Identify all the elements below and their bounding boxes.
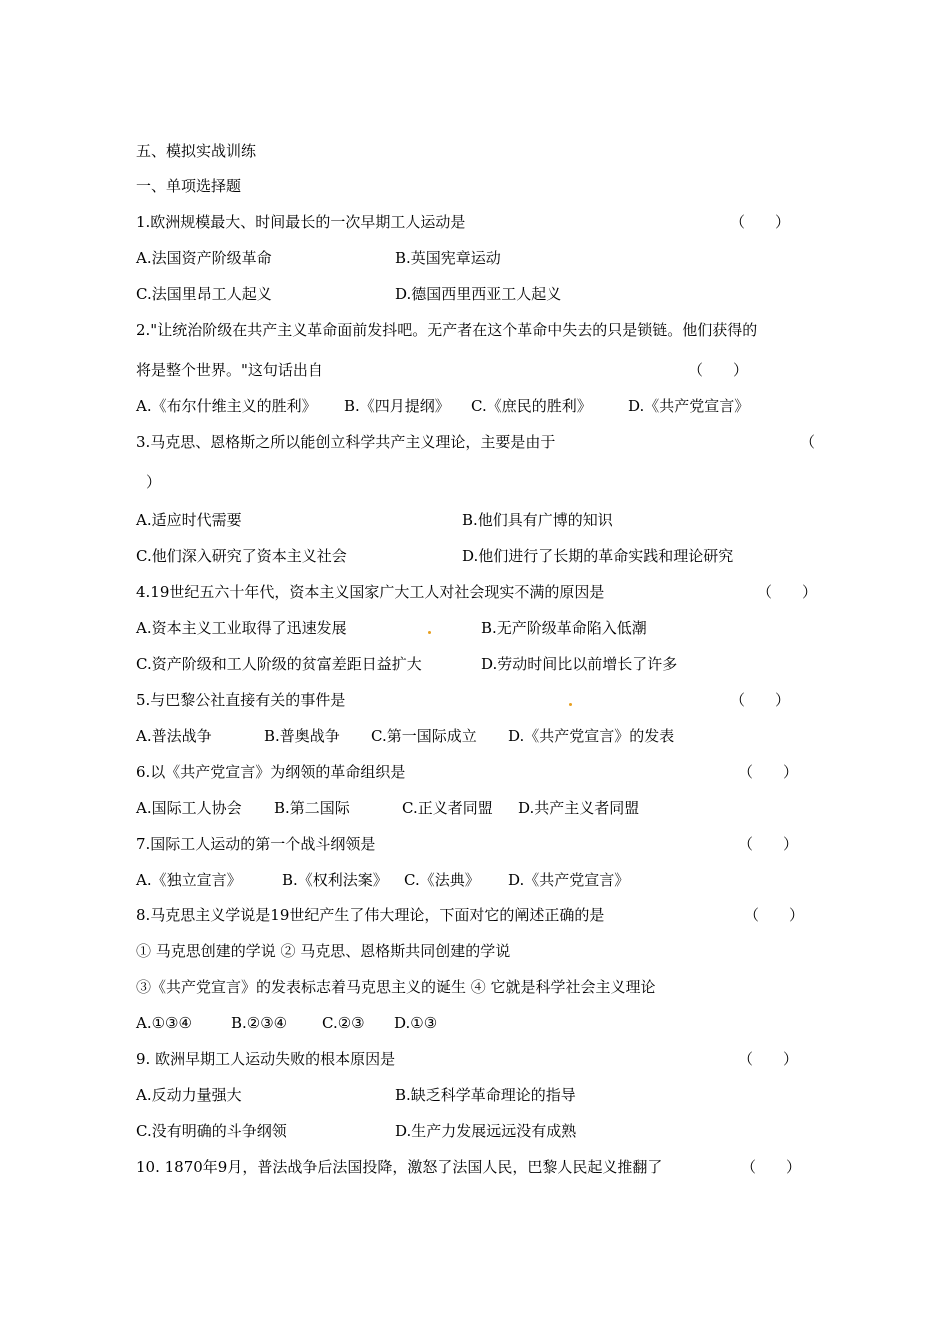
question-8-option-a: A.①③④ (136, 1014, 192, 1032)
question-8-option-c: C.②③ (322, 1014, 365, 1032)
question-1-bracket: （ ） (730, 213, 791, 231)
question-5-option-d: D.《共产党宣言》的发表 (508, 727, 675, 745)
question-2-stem-line1: 2."让统治阶级在共产主义革命面前发抖吧。无产者在这个革命中失去的只是锁链。他们获得的 (136, 321, 758, 339)
decorative-dot (428, 631, 431, 634)
decorative-dot (569, 703, 572, 706)
question-1-option-b: B.英国宪章运动 (395, 249, 501, 267)
question-5-stem: 5.与巴黎公社直接有关的事件是 (136, 691, 346, 709)
question-9-option-d: D.生产力发展远远没有成熟 (395, 1122, 577, 1140)
question-8-bracket: （ ） (744, 906, 805, 924)
question-8-statement-line2: ③《共产党宣言》的发表标志着马克思主义的诞生 ④ 它就是科学社会主义理论 (136, 978, 656, 996)
question-1-option-d: D.德国西里西亚工人起义 (395, 285, 562, 303)
question-1-option-c: C.法国里昂工人起义 (136, 285, 272, 303)
question-3-option-a: A.适应时代需要 (136, 511, 242, 529)
question-7-option-d: D.《共产党宣言》 (508, 871, 630, 889)
section-title: 五、模拟实战训练 (136, 142, 257, 160)
question-5-option-b: B.普奥战争 (264, 727, 340, 745)
question-9-option-a: A.反动力量强大 (136, 1086, 242, 1104)
question-3-bracket-open: （ (800, 433, 816, 451)
question-2-bracket: （ ） (688, 361, 749, 379)
question-2-option-d: D.《共产党宣言》 (628, 397, 750, 415)
question-5-option-c: C.第一国际成立 (371, 727, 477, 745)
question-5-option-a: A.普法战争 (136, 727, 212, 745)
question-4-bracket: （ ） (757, 583, 818, 601)
question-7-bracket: （ ） (738, 835, 799, 853)
question-8-option-d: D.①③ (394, 1014, 438, 1032)
question-3-option-c: C.他们深入研究了资本主义社会 (136, 547, 347, 565)
question-4-option-a: A.资本主义工业取得了迅速发展 (136, 619, 347, 637)
question-2-option-c: C.《庶民的胜利》 (471, 397, 592, 415)
question-6-option-c: C.正义者同盟 (402, 799, 493, 817)
question-3-option-d: D.他们进行了长期的革命实践和理论研究 (462, 547, 734, 565)
question-6-option-a: A.国际工人协会 (136, 799, 242, 817)
question-5-bracket: （ ） (730, 691, 791, 709)
question-2-option-b: B.《四月提纲》 (344, 397, 450, 415)
question-7-option-b: B.《权利法案》 (282, 871, 388, 889)
question-6-bracket: （ ） (738, 763, 799, 781)
question-4-option-c: C.资产阶级和工人阶级的贫富差距日益扩大 (136, 655, 422, 673)
question-3-option-b: B.他们具有广博的知识 (462, 511, 613, 529)
question-7-option-a: A.《独立宣言》 (136, 871, 242, 889)
question-9-bracket: （ ） (738, 1050, 799, 1068)
question-4-option-d: D.劳动时间比以前增长了许多 (481, 655, 678, 673)
question-4-stem: 4.19世纪五六十年代，资本主义国家广大工人对社会现实不满的原因是 (136, 583, 605, 601)
question-3-bracket-close: ） (146, 473, 162, 491)
question-3-stem: 3.马克思、恩格斯之所以能创立科学共产主义理论，主要是由于 (136, 433, 556, 451)
question-6-option-d: D.共产主义者同盟 (518, 799, 640, 817)
question-6-option-b: B.第二国际 (274, 799, 350, 817)
question-8-option-b: B.②③④ (231, 1014, 288, 1032)
question-9-option-c: C.没有明确的斗争纲领 (136, 1122, 287, 1140)
question-9-option-b: B.缺乏科学革命理论的指导 (395, 1086, 576, 1104)
question-4-option-b: B.无产阶级革命陷入低潮 (481, 619, 647, 637)
question-1-stem: 1.欧洲规模最大、时间最长的一次早期工人运动是 (136, 213, 466, 231)
question-10-bracket: （ ） (741, 1158, 802, 1176)
question-9-stem: 9. 欧洲早期工人运动失败的根本原因是 (136, 1050, 396, 1068)
subsection-title: 一、单项选择题 (136, 177, 242, 195)
question-10-stem: 10. 1870年9月，普法战争后法国投降，激怒了法国人民，巴黎人民起义推翻了 (136, 1158, 663, 1176)
question-2-stem-line2: 将是整个世界。"这句话出自 (136, 361, 323, 379)
question-7-option-c: C.《法典》 (404, 871, 480, 889)
question-6-stem: 6.以《共产党宣言》为纲领的革命组织是 (136, 763, 406, 781)
question-8-stem: 8.马克思主义学说是19世纪产生了伟大理论，下面对它的阐述正确的是 (136, 906, 605, 924)
question-8-statement-line1: ① 马克思创建的学说 ② 马克思、恩格斯共同创建的学说 (136, 942, 511, 960)
question-2-option-a: A.《布尔什维主义的胜利》 (136, 397, 317, 415)
question-1-option-a: A.法国资产阶级革命 (136, 249, 272, 267)
question-7-stem: 7.国际工人运动的第一个战斗纲领是 (136, 835, 376, 853)
